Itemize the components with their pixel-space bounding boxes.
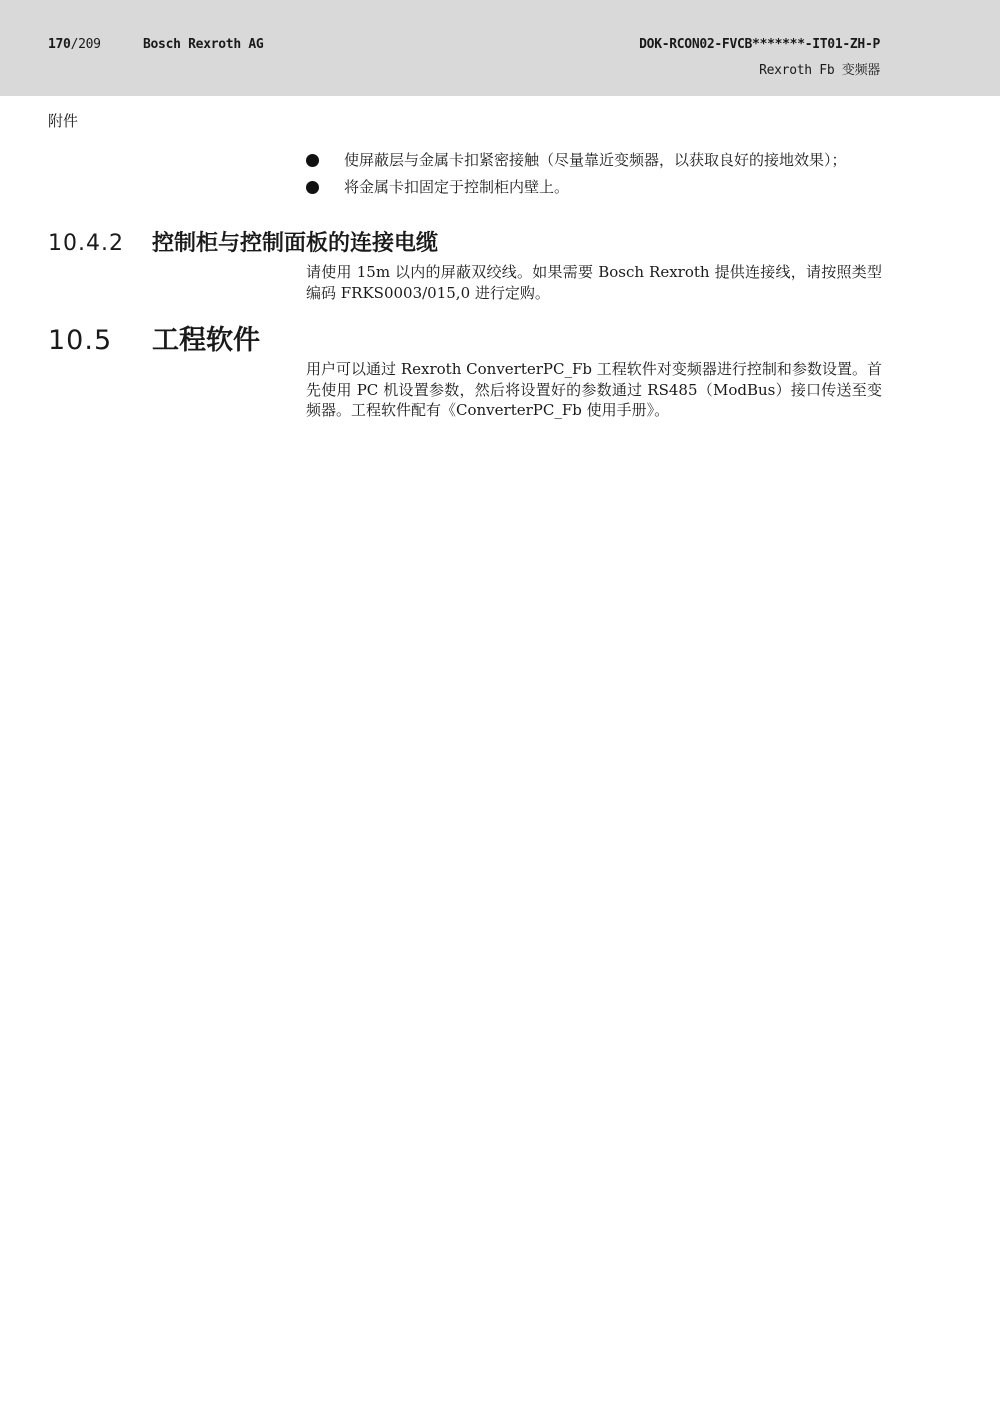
- bullet-list: [306, 150, 882, 204]
- section-number: 10.4.2: [48, 231, 124, 256]
- document-code: DOK-RCON02-FVCB*******-IT01-ZH-P: [639, 37, 880, 52]
- section-paragraph: 用户可以通过 Rexroth ConverterPC_Fb 工程软件对变频器进行控制和参数设置。首先使用 PC 机设置参数，然后将设置好的参数通过 RS485（ModBus）接口传送至变频器。工程软件配有《ConverterPC_Fb 使用手册》。: [306, 360, 882, 419]
- list-item: [306, 177, 882, 197]
- bullet-text: 将金属卡扣固定于控制柜内壁上。: [344, 178, 570, 196]
- page-current: 170: [48, 37, 71, 52]
- bullet-text: 使屏蔽层与金属卡扣紧密接触（尽量靠近变频器，以获取良好的接地效果）；: [344, 151, 847, 169]
- product-name: Rexroth Fb 变频器: [759, 63, 880, 78]
- page-number: [48, 37, 101, 52]
- list-item: [306, 150, 882, 170]
- section-paragraph: 请使用 15m 以内的屏蔽双绞线。如果需要 Bosch Rexroth 提供连接线，请按照类型编码 FRKS0003/015,0 进行定购。: [306, 263, 882, 302]
- section-title: 工程软件: [152, 325, 260, 356]
- bullet-icon: [306, 154, 319, 167]
- bullet-icon: [306, 181, 319, 194]
- chapter-label: 附件: [48, 112, 79, 130]
- section-heading-10-4-2: [48, 226, 888, 257]
- section-number: 10.5: [48, 325, 113, 356]
- company-name: Bosch Rexroth AG: [143, 37, 264, 52]
- section-heading-10-5: [48, 318, 888, 357]
- page-header: [0, 0, 1000, 96]
- page-total: /209: [70, 37, 101, 52]
- section-title: 控制柜与控制面板的连接电缆: [152, 231, 439, 256]
